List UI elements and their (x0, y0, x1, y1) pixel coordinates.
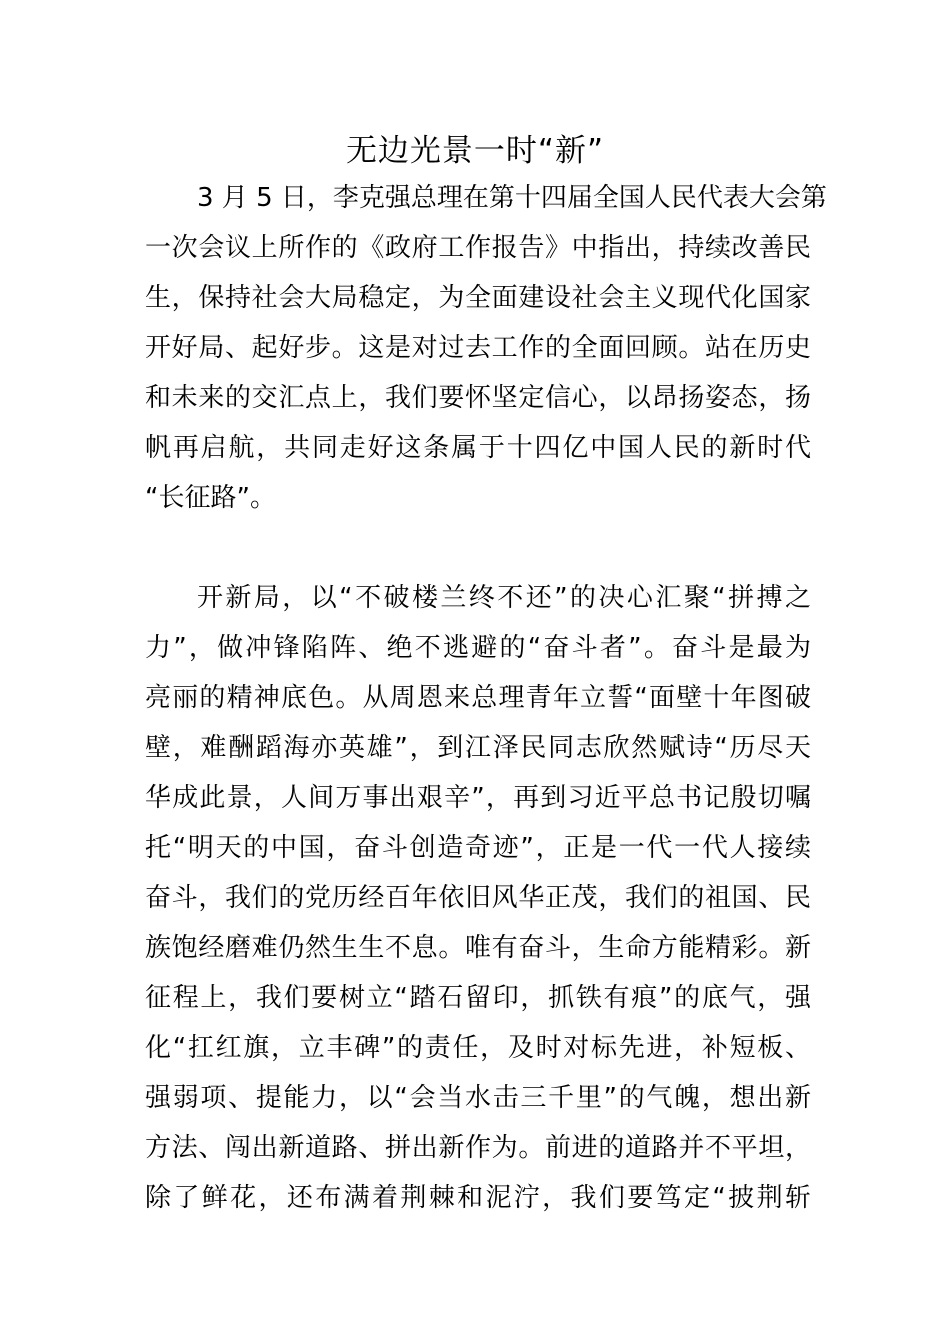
paragraph-line: 开新局，以“不破楼兰终不还”的决心汇聚“拼搏之 (197, 583, 811, 613)
paragraph-line: 和未来的交汇点上，我们要怀坚定信心，以昂扬姿态，扬 (145, 383, 811, 413)
paragraph-line: 力”，做冲锋陷阵、绝不逃避的“奋斗者”。奋斗是最为 (145, 633, 811, 663)
paragraph-line: 化“扛红旗，立丰碑”的责任，及时对标先进，补短板、 (145, 1033, 811, 1063)
paragraph-line: 3 月 5 日，李克强总理在第十四届全国人民代表大会第 (197, 183, 827, 213)
paragraph-line: 族饱经磨难仍然生生不息。唯有奋斗，生命方能精彩。新 (145, 933, 811, 963)
paragraph-line: 方法、闯出新道路、拼出新作为。前进的道路并不平坦， (145, 1133, 811, 1163)
paragraph-line: 帆再启航，共同走好这条属于十四亿中国人民的新时代 (145, 433, 811, 463)
paragraph-2 (145, 573, 811, 1223)
paragraph-line: 奋斗，我们的党历经百年依旧风华正茂，我们的祖国、民 (145, 883, 811, 913)
paragraph-line: 托“明天的中国，奋斗创造奇迹”，正是一代一代人接续 (145, 833, 811, 863)
document-title: 无边光景一时“新” (345, 133, 605, 169)
paragraph-line: 生，保持社会大局稳定，为全面建设社会主义现代化国家 (145, 283, 811, 313)
paragraph-line: 开好局、起好步。这是对过去工作的全面回顾。站在历史 (145, 333, 811, 363)
paragraph-line: 华成此景，人间万事出艰辛”，再到习近平总书记殷切嘱 (145, 783, 811, 813)
paragraph-1 (145, 173, 827, 523)
paragraph-line: 亮丽的精神底色。从周恩来总理青年立誓“面壁十年图破 (145, 683, 811, 713)
paragraph-line: 壁，难酬蹈海亦英雄”，到江泽民同志欣然赋诗“历尽天 (145, 733, 811, 763)
paragraph-line: 除了鲜花，还布满着荆棘和泥泞，我们要笃定“披荆斩 (145, 1183, 811, 1213)
paragraph-line: 一次会议上所作的《政府工作报告》中指出，持续改善民 (145, 233, 811, 263)
paragraph-line: 强弱项、提能力，以“会当水击三千里”的气魄，想出新 (145, 1083, 811, 1113)
paragraph-line: 征程上，我们要树立“踏石留印，抓铁有痕”的底气，强 (145, 983, 811, 1013)
paragraph-line: “长征路”。 (145, 483, 276, 513)
